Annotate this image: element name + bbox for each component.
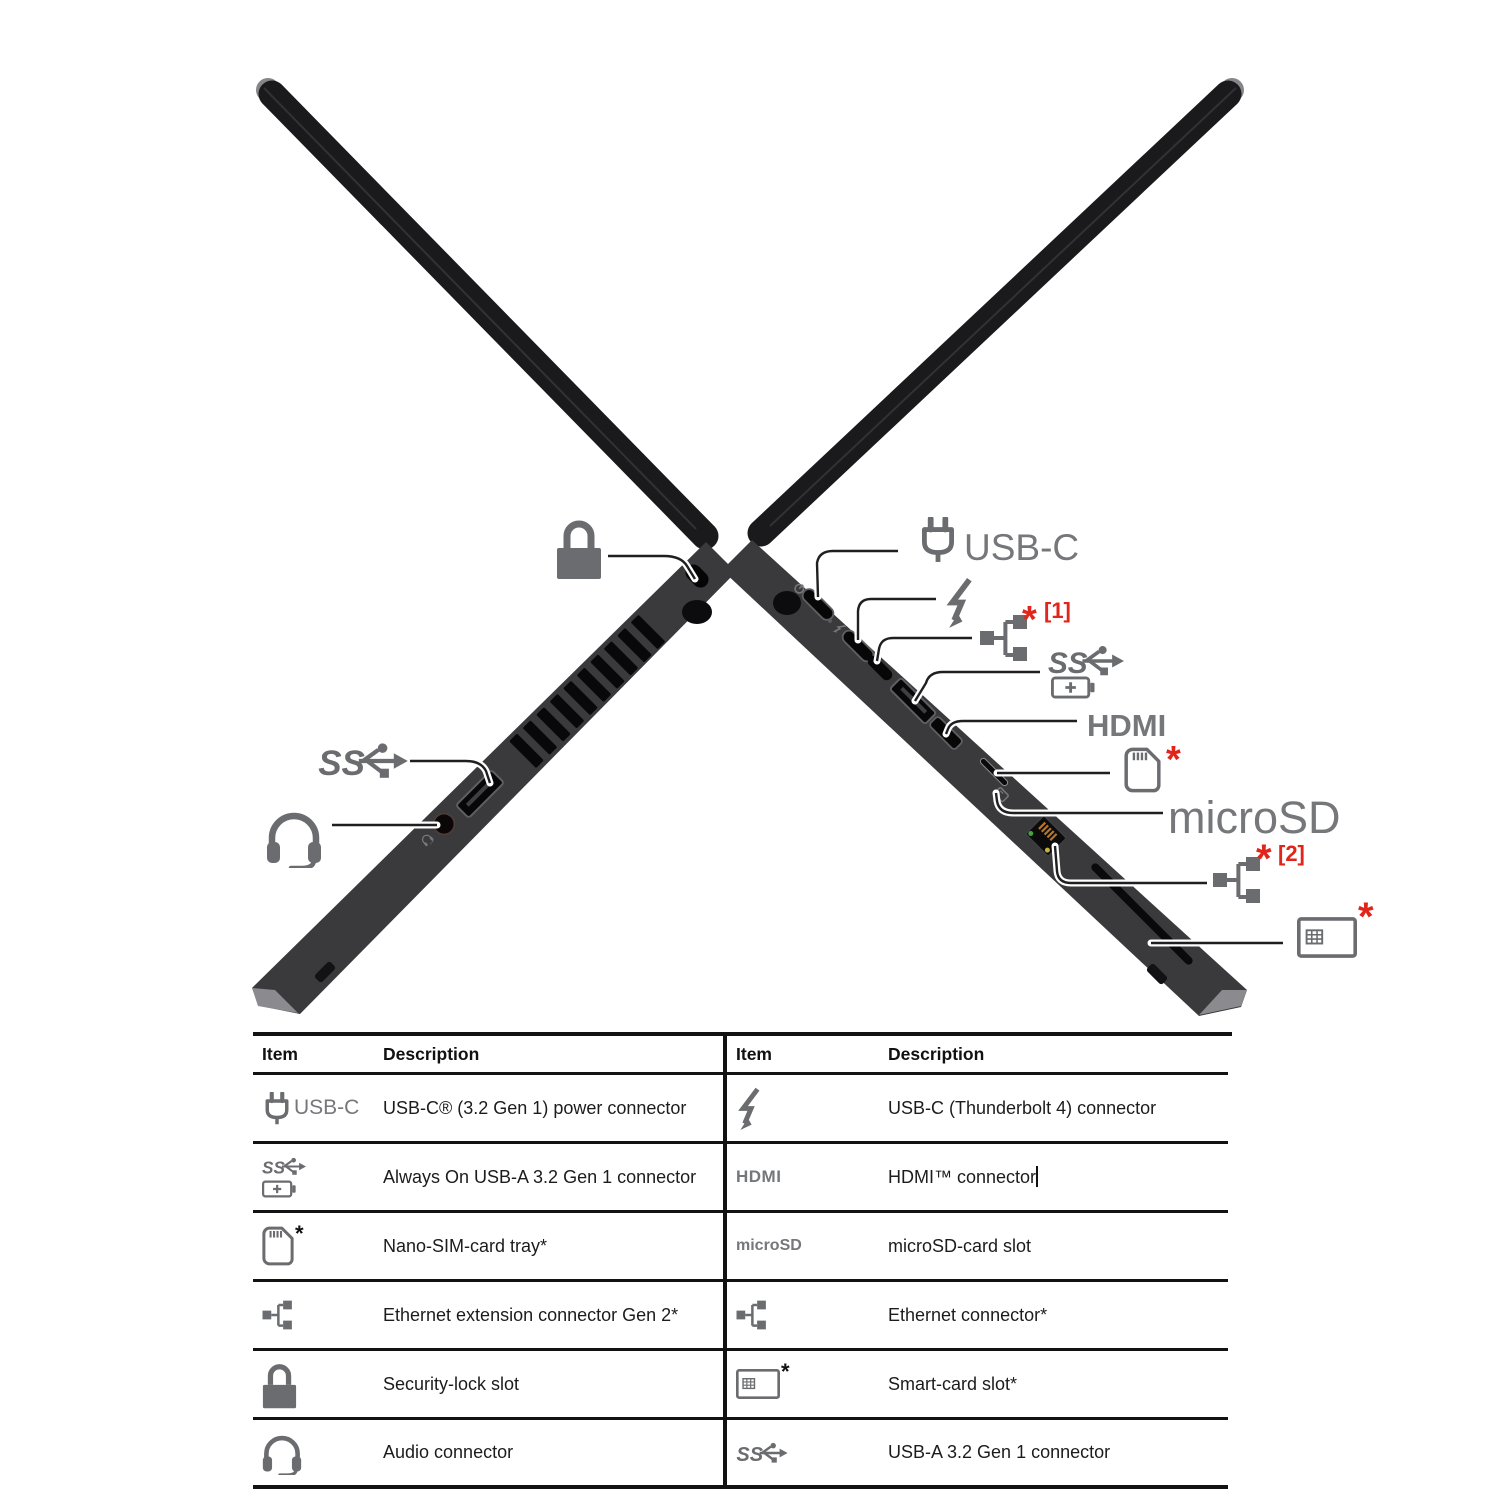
description-cell: Always On USB-A 3.2 Gen 1 connector	[383, 1166, 697, 1187]
item-header: Item	[262, 1043, 298, 1064]
description-cell: Security-lock slot	[383, 1373, 520, 1394]
usb-superspeed-icon	[1048, 646, 1124, 680]
item-header: Item	[736, 1043, 772, 1064]
hdmi-item-label: HDMI	[736, 1167, 782, 1186]
table-row	[253, 1075, 723, 1144]
lightning-bolt-icon	[949, 580, 969, 628]
ethernet-network-icon	[1213, 857, 1260, 903]
text-cursor-artifact	[1036, 1166, 1038, 1187]
description-cell: Nano-SIM-card tray*	[383, 1235, 548, 1256]
usb-superspeed-icon	[736, 1441, 788, 1465]
headset-icon	[267, 816, 321, 868]
table-row	[727, 1282, 1228, 1351]
padlock-icon	[557, 524, 601, 579]
ethernet-extension-star: *	[1022, 599, 1037, 641]
ethernet-network-icon	[980, 615, 1027, 661]
usb-c-label: USB-C	[964, 527, 1080, 568]
power-plug-icon	[262, 1092, 292, 1125]
description-header: Description	[383, 1043, 480, 1064]
port-description-table	[253, 1032, 1232, 1489]
table-right-section	[727, 1036, 1228, 1489]
battery-icon	[1052, 678, 1094, 697]
description-cell: Ethernet extension connector Gen 2*	[383, 1304, 679, 1325]
ethernet-star: *	[1256, 837, 1272, 881]
description-cell: Smart-card slot*	[888, 1373, 1018, 1394]
footnote-2: [2]	[1278, 841, 1305, 866]
usb-superspeed-icon	[318, 743, 408, 783]
padlock-icon	[262, 1360, 297, 1409]
optional-star: *	[781, 1359, 790, 1384]
table-header-row	[253, 1036, 723, 1075]
smart-card-icon	[736, 1369, 780, 1399]
footnote-1: [1]	[1044, 598, 1071, 623]
ethernet-network-icon	[736, 1300, 767, 1330]
table-row	[727, 1420, 1228, 1489]
description-cell: microSD-card slot	[888, 1235, 1032, 1256]
optional-star: *	[295, 1221, 304, 1246]
thunderbolt-leader	[858, 599, 936, 640]
hinge	[682, 600, 712, 624]
headset-icon	[262, 1431, 302, 1475]
usb-superspeed-icon	[262, 1156, 306, 1177]
hinge	[773, 591, 801, 615]
mic-hole	[828, 619, 832, 623]
description-cell: Ethernet connector*	[888, 1304, 1048, 1325]
usb-c-power-leader	[817, 551, 898, 597]
sim-card-icon	[262, 1226, 294, 1266]
table-row	[727, 1213, 1228, 1282]
table-row	[253, 1282, 723, 1351]
hdmi-label: HDMI	[1087, 708, 1167, 743]
table-header-row	[727, 1036, 1228, 1075]
table-row	[727, 1351, 1228, 1420]
microsd-item-label: microSD	[736, 1237, 802, 1254]
left-laptop-side-view	[252, 78, 736, 1014]
usb-c-item-label: USB-C	[294, 1096, 360, 1119]
description-cell: Audio connector	[383, 1442, 514, 1462]
lid-edge-line	[264, 88, 696, 529]
smart-card-star: *	[1358, 895, 1374, 939]
microsd-label: microSD	[1168, 792, 1341, 843]
table-row	[727, 1144, 1228, 1213]
description-cell: USB-A 3.2 Gen 1 connector	[888, 1442, 1111, 1462]
table-row	[253, 1351, 723, 1420]
nano-sim-star: *	[1166, 739, 1181, 781]
table-row	[727, 1075, 1228, 1144]
sim-card-icon	[1126, 749, 1159, 790]
laptop-lid	[761, 94, 1228, 533]
table-row	[253, 1144, 723, 1213]
battery-icon	[262, 1180, 296, 1198]
power-plug-icon	[924, 519, 951, 562]
table-left-section	[253, 1036, 727, 1489]
description-cell: HDMI™ connector	[888, 1167, 1037, 1187]
table-row	[253, 1420, 723, 1489]
lightning-bolt-icon	[736, 1087, 764, 1130]
smart-card-icon	[1299, 919, 1355, 956]
description-cell: USB-C (Thunderbolt 4) connector	[888, 1097, 1157, 1118]
description-header: Description	[888, 1043, 985, 1064]
lid-edge-line	[770, 88, 1236, 526]
table-row	[253, 1213, 723, 1282]
description-cell: USB-C® (3.2 Gen 1) power connector	[383, 1097, 687, 1118]
ethernet-network-icon	[262, 1300, 293, 1330]
laptop-lid	[272, 94, 705, 536]
